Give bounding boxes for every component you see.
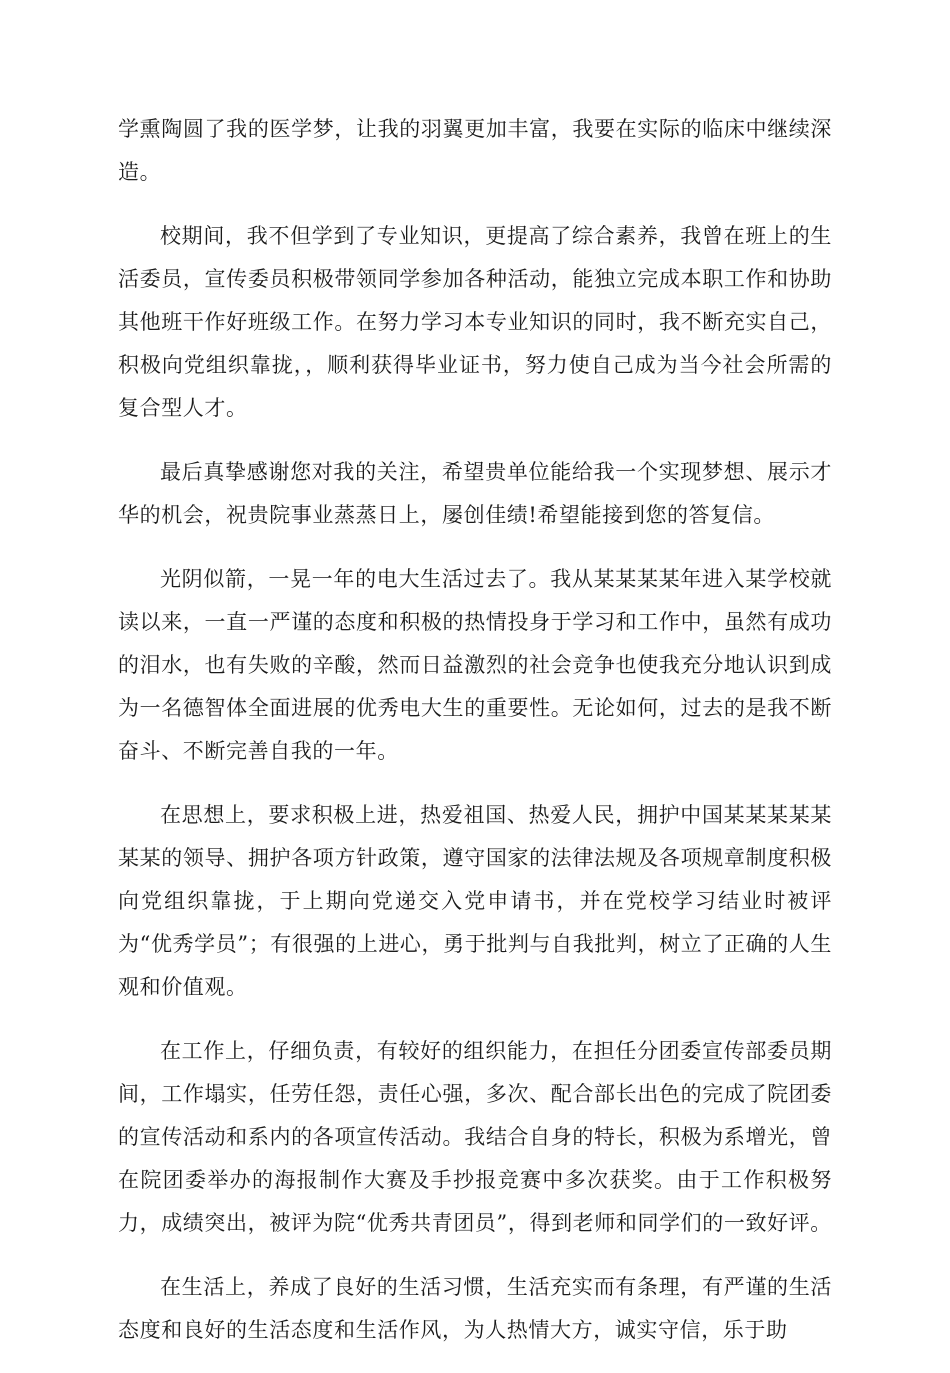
paragraph-7: 在生活上，养成了良好的生活习惯，生活充实而有条理，有严谨的生活态度和良好的生活态度和生活作风，为人热情大方，诚实守信，乐于助: [118, 1275, 832, 1342]
paragraph-4: 光阴似箭，一晃一年的电大生活过去了。我从某某某某年进入某学校就读以来，一直一严谨的态度和积极的热情投身于学习和工作中，虽然有成功的泪水，也有失败的辛酸，然而日益激烈的社会竞争也使我充分地认识到成为一名德智体全面进展的优秀电大生的重要性。无论如何，过去的是我不断奋斗、不断完善自我的一年。: [118, 567, 832, 763]
paragraph-2: 校期间，我不但学到了专业知识，更提高了综合素养，我曾在班上的生活委员，宣传委员积极带领同学参加各种活动，能独立完成本职工作和协助其他班干作好班级工作。在努力学习本专业知识的同时，我不断充实自己，积极向党组织靠拢，，顺利获得毕业证书，努力使自己成为当今社会所需的复合型人才。: [118, 224, 832, 420]
paragraph-5: 在思想上，要求积极上进，热爱祖国、热爱人民，拥护中国某某某某某某某的领导、拥护各项方针政策，遵守国家的法律法规及各项规章制度积极向党组织靠拢，于上期向党递交入党申请书，并在党校学习结业时被评为“优秀学员”；有很强的上进心，勇于批判与自我批判，树立了正确的人生观和价值观。: [118, 803, 832, 999]
document-body: [118, 108, 832, 1373]
paragraph-1: 学熏陶圆了我的医学梦，让我的羽翼更加丰富，我要在实际的临床中继续深造。: [118, 117, 832, 184]
paragraph-3: 最后真挚感谢您对我的关注，希望贵单位能给我一个实现梦想、展示才华的机会，祝贵院事业蒸蒸日上，屡创佳绩!希望能接到您的答复信。: [118, 460, 832, 527]
paragraph-6: 在工作上，仔细负责，有较好的组织能力，在担任分团委宣传部委员期间，工作塌实，任劳任怨，责任心强，多次、配合部长出色的完成了院团委的宣传活动和系内的各项宣传活动。我结合自身的特长，积极为系增光，曾在院团委举办的海报制作大赛及手抄报竞赛中多次获奖。由于工作积极努力，成绩突出，被评为院“优秀共青团员”，得到老师和同学们的一致好评。: [118, 1039, 832, 1235]
